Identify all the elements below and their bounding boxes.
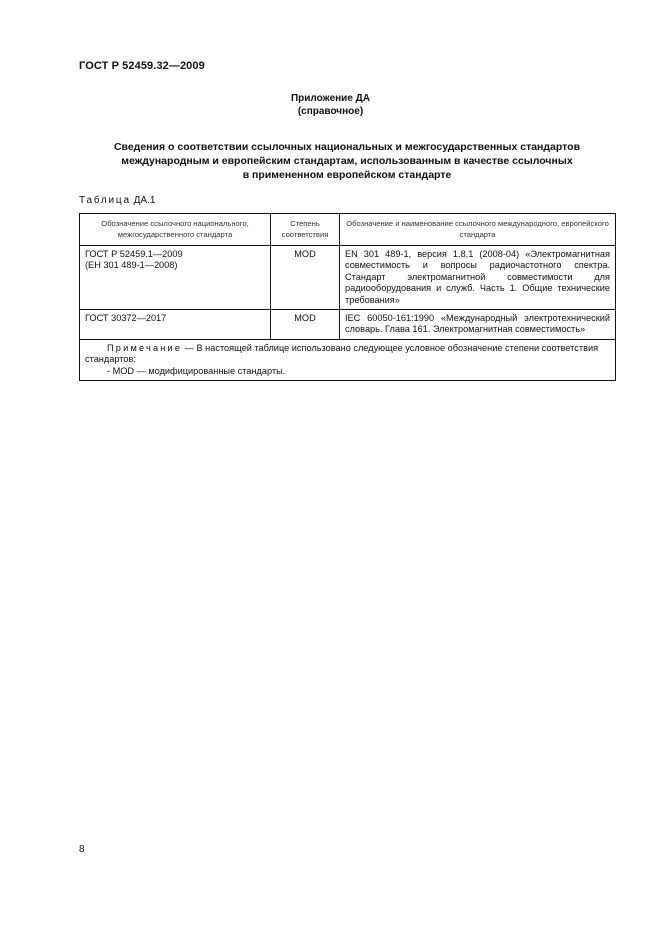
table-caption-number: ДА.1 (133, 195, 156, 206)
reference-table (79, 213, 616, 381)
table-row (80, 310, 616, 340)
table-note-row (80, 339, 616, 380)
table-caption (79, 195, 155, 206)
table-row (80, 246, 616, 310)
national-standard-code: ГОСТ Р 52459.1—2009 (85, 249, 183, 259)
appendix-title: Приложение ДА (290, 93, 371, 104)
degree-cell: MOD (271, 246, 340, 310)
degree-cell: MOD (271, 310, 340, 340)
note-dash: — (182, 342, 197, 353)
note-item: - MOD — модифицированные стандарты. (107, 365, 286, 376)
table-caption-label: Таблица (79, 195, 131, 206)
table-header-row (80, 214, 616, 246)
heading-line-3: в примененном европейском стандарте (242, 169, 452, 181)
national-standard-cell: ГОСТ 30372—2017 (80, 310, 271, 340)
section-heading (80, 140, 614, 182)
note-label: Примечание (107, 342, 183, 353)
document-code: ГОСТ Р 52459.32—2009 (79, 60, 205, 72)
column-header-international: Обозначение и наименование ссылочного международного, европейского стандарта (340, 214, 616, 246)
page-number: 8 (79, 844, 85, 855)
international-standard-cell: EN 301 489-1, версия 1.8.1 (2008-04) «Электромагнитная совместимость и вопросы радиочастотного спектра. Стандарт электромагнитной совместимости для радиооборудования и служб. Часть 1. Общие технические требования» (340, 246, 616, 310)
heading-line-2: международным и европейским стандартам, использованным в качестве ссылочных (121, 155, 573, 167)
note-text: В настоящей таблице использовано следующее условное обозначение степени соответствия стандартов: (85, 342, 599, 365)
national-standard-alt-code: (ЕН 301 489-1—2008) (85, 260, 178, 271)
appendix-subtitle: (справочное) (297, 106, 364, 117)
heading-line-1: Сведения о соответствии ссылочных национальных и межгосударственных стандартов (113, 141, 581, 153)
column-header-national: Обозначение ссылочного национального, межгосударственного стандарта (80, 214, 271, 246)
column-header-degree: Степень соответствия (271, 214, 340, 246)
national-standard-cell (80, 246, 271, 310)
table-note (80, 339, 616, 380)
international-standard-cell: IEC 60050-161:1990 «Международный электротехнический словарь. Глава 161. Электромагнитная совместимость» (340, 310, 616, 340)
